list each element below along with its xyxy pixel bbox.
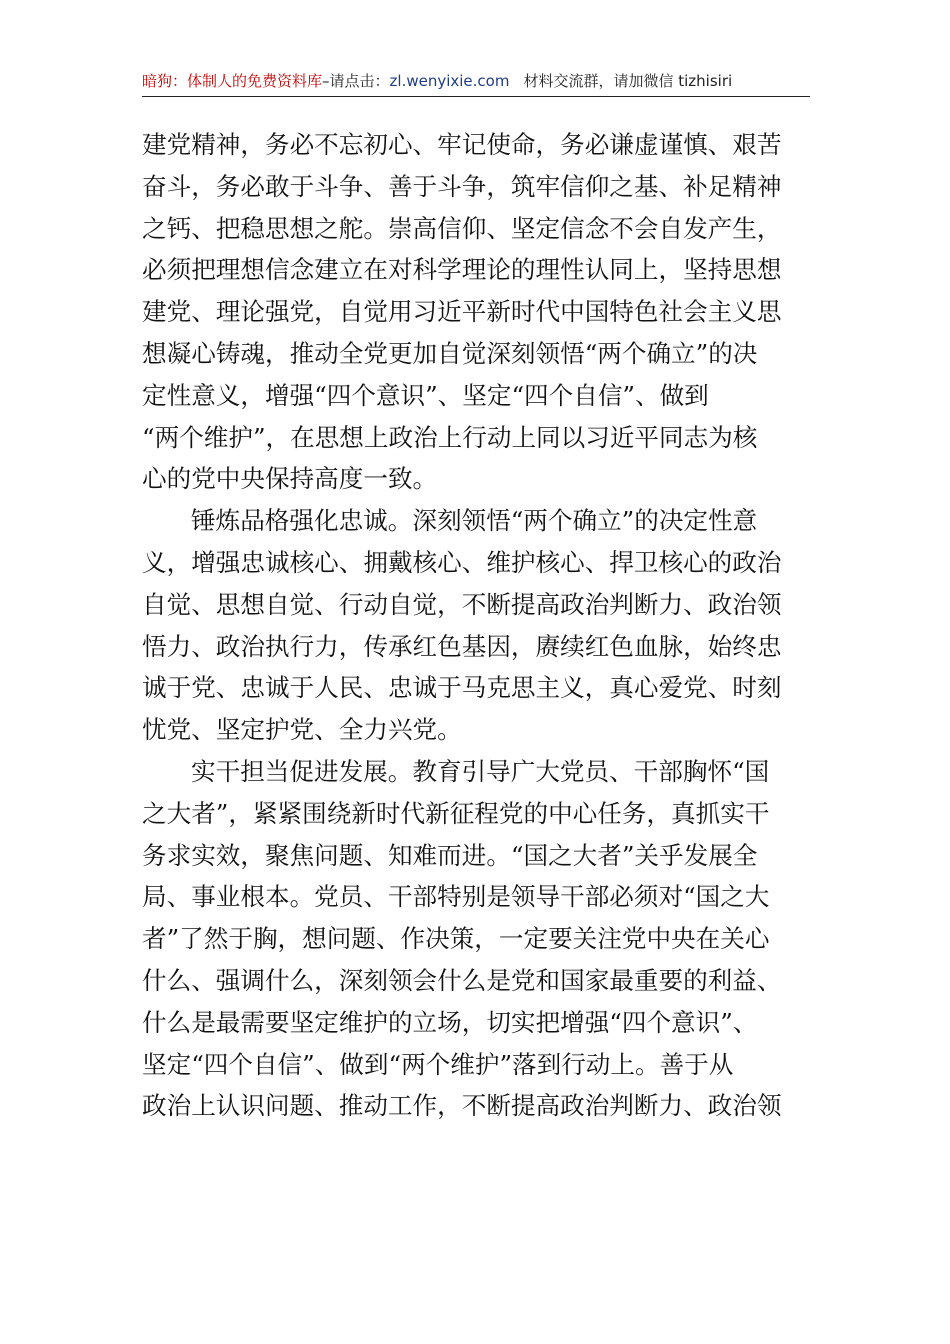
text-line: 实干担当促进发展。教育引导广大党员、干部胸怀“国 xyxy=(191,756,770,786)
paragraph xyxy=(142,124,812,500)
text-line: 奋斗，务必敢于斗争、善于斗争，筑牢信仰之基、补足精神 xyxy=(142,171,782,201)
text-line: 心的党中央保持高度一致。 xyxy=(142,464,438,494)
text-line: 自觉、思想自觉、行动自觉，不断提高政治判断力、政治领 xyxy=(142,589,782,619)
text-line: 坚定“四个自信”、做到“两个维护”落到行动上。善于从 xyxy=(142,1049,734,1079)
page-header xyxy=(142,66,810,97)
text-line: 什么是最需要坚定维护的立场，切实把增强“四个意识”、 xyxy=(142,1007,758,1037)
text-line: 什么、强调什么，深刻领会什么是党和国家最重要的利益、 xyxy=(142,965,782,995)
header-contact: 材料交流群，请加微信 tizhisiri xyxy=(523,72,733,90)
text-line: 定性意义，增强“四个意识”、坚定“四个自信”、做到 xyxy=(142,380,709,410)
text-line: 想凝心铸魂，推动全党更加自觉深刻领悟“两个确立”的决 xyxy=(142,338,758,368)
text-line: 者”了然于胸，想问题、作决策，一定要关注党中央在关心 xyxy=(142,924,770,954)
text-line: 务求实效，聚焦问题、知难而进。“国之大者”关乎发展全 xyxy=(142,840,758,870)
text-line: “两个维护”，在思想上政治上行动上同以习近平同志为核 xyxy=(142,422,758,452)
text-line: 诚于党、忠诚于人民、忠诚于马克思主义，真心爱党、时刻 xyxy=(142,673,782,703)
text-line: 悟力、政治执行力，传承红色基因，赓续红色血脉，始终忠 xyxy=(142,631,782,661)
text-line: 局、事业根本。党员、干部特别是领导干部必须对“国之大 xyxy=(142,882,770,912)
paragraph xyxy=(142,751,812,1127)
text-line: 之大者”，紧紧围绕新时代新征程党的中心任务，真抓实干 xyxy=(142,798,770,828)
text-line: 锤炼品格强化忠诚。深刻领悟“两个确立”的决定性意 xyxy=(191,506,758,536)
text-line: 忧党、坚定护党、全力兴党。 xyxy=(142,715,462,745)
header-url-link[interactable]: zl.wenyixie.com xyxy=(389,72,510,90)
text-line: 政治上认识问题、推动工作，不断提高政治判断力、政治领 xyxy=(142,1091,782,1121)
header-brand: 暗狗：体制人的免费资料库 xyxy=(142,72,323,90)
text-line: 必须把理想信念建立在对科学理论的理性认同上，坚持思想 xyxy=(142,255,782,285)
text-line: 义，增强忠诚核心、拥戴核心、维护核心、捍卫核心的政治 xyxy=(142,547,782,577)
text-line: 之钙、把稳思想之舵。崇高信仰、坚定信念不会自发产生， xyxy=(142,213,782,243)
paragraph xyxy=(142,500,812,751)
text-line: 建党精神，务必不忘初心、牢记使命，务必谦虚谨慎、艰苦 xyxy=(142,130,782,159)
document-body xyxy=(142,124,812,1127)
text-line: 建党、理论强党，自觉用习近平新时代中国特色社会主义思 xyxy=(142,297,782,327)
header-click-prompt: –请点击： xyxy=(322,72,390,90)
